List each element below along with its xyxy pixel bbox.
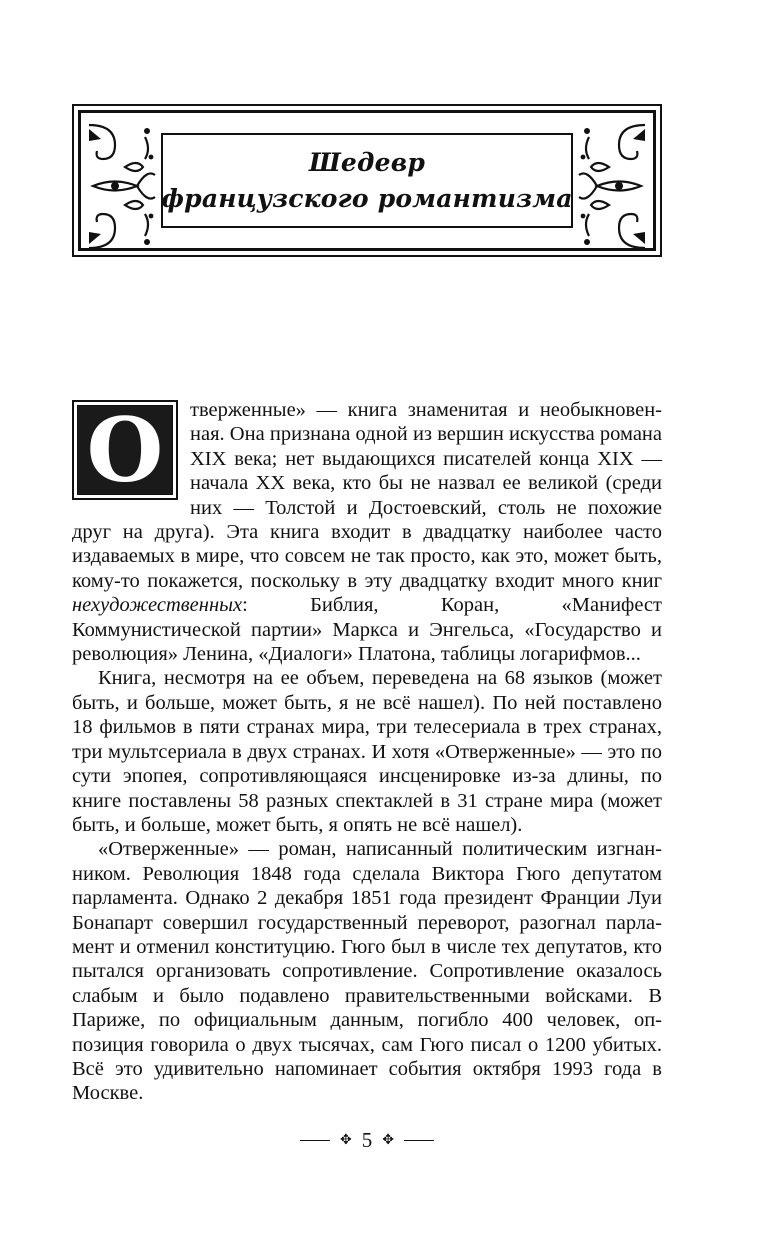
paragraph-1-italic: нехудожественных: [72, 594, 243, 617]
drop-cap-letter: О: [86, 405, 164, 495]
title-frame: [72, 104, 662, 257]
page-footer: [72, 1128, 662, 1153]
floral-ornament-icon: [575, 119, 649, 254]
paragraph-2: Книга, несмотря на ее объем, переведена на 68 языков (может быть, и больше, может быть, я не всё нашел). По ней поставлено 18 фильмов в пяти странах мира, три телесериала в трех странах, три мультсериала в двух странах. И хотя «Отверженные» — это по сути эпопея, сопротивляющаяся инсценировке из-за длины, по книге поставлены 58 разных спектаклей в 31 стране мира (может быть, и больше, может быть, я опять не всё нашел).: [72, 667, 662, 836]
footer-rule-left: [300, 1140, 330, 1141]
paragraph-1: [72, 398, 662, 666]
fleuron-icon: ✥: [382, 1133, 394, 1148]
drop-cap: [72, 400, 178, 500]
body-text: [72, 398, 662, 1106]
page-number: 5: [361, 1128, 373, 1152]
fleuron-icon: ✥: [340, 1133, 352, 1148]
floral-ornament-icon: [85, 119, 159, 254]
paragraph-1-text: тверженные» — книга знаменитая и необыкновенная. Она признана одной из вершин искусства романа XIX века; нет выдающихся писателей конца XIX — начала XX века, кто бы не назвал ее великой (среди них — Толстой и Достоевский, столь не похожие друг на друга). Эта книга входит в двадцатку наиболее часто издаваемых в мире, что совсем не так просто, как это, может быть, кому-то покажется, поскольку в эту двадцатку входит много книг: [72, 399, 662, 592]
paragraph-1-text-end: : Библия, Коран, «Манифест Коммунистической партии» Маркса и Энгельса, «Государство и революция» Ленина, «Диалоги» Платона, таблицы логарифмов...: [72, 594, 662, 666]
title-frame-border: [78, 110, 656, 251]
chapter-title-line-1: Шедевр: [309, 147, 425, 177]
footer-rule-right: [404, 1140, 434, 1141]
drop-cap-background: [77, 405, 173, 495]
paragraph-3: «Отверженные» — роман, написанный политическим изгнанником. Революция 1848 года сделала Виктора Гюго депутатом парламента. Однако 2 декабря 1851 года президент Франции Луи Бонапарт совершил государственный переворот, разогнал парламент и отменил конституцию. Гюго был в числе тех депутатов, кто пытался организовать сопротивление. Сопротивление оказалось слабым и было подавлено правительственными войсками. В Париже, по официальным данным, погибло 400 человек, оппозиция говорила о двух тысячах, сам Гюго писал о 1200 убитых. Всё это удивительно напоминает события октября 1993 года в Москве.: [72, 838, 662, 1105]
title-box: [161, 133, 573, 228]
chapter-title-line-2: французского романтизма: [161, 183, 573, 213]
